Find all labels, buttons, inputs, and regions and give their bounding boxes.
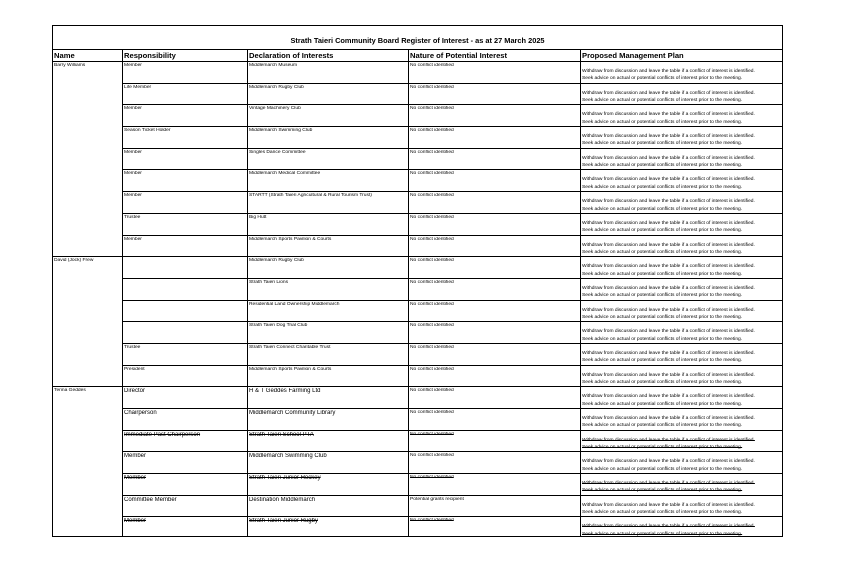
cell-nature: No conflict identified <box>410 149 454 155</box>
cell-nature: No conflict identified <box>410 388 454 394</box>
cell-nature: No conflict identified <box>410 323 454 329</box>
plan-line: Withdraw from discussion and leave the table if a conflict of interest is identified. <box>582 69 755 74</box>
cell-nature: No conflict identified <box>410 431 454 437</box>
cell-plan <box>582 68 782 83</box>
plan-line: Seek advice on actual or potential conflicts of interest prior to the meeting. <box>582 423 743 429</box>
cell-responsibility: Life Member <box>124 84 152 90</box>
cell-nature: No conflict identified <box>410 475 454 481</box>
cell-plan <box>582 415 782 430</box>
table-row <box>53 279 782 301</box>
table-row <box>53 257 782 279</box>
cell-responsibility: Member <box>124 236 142 242</box>
cell-responsibility: Trustee <box>124 344 141 350</box>
cell-plan <box>582 458 782 473</box>
cell-declaration: Destination Middlemarch <box>249 496 316 503</box>
table-row <box>53 431 782 453</box>
cell-responsibility: Director <box>124 388 146 395</box>
table-row <box>53 62 782 84</box>
plan-line: Withdraw from discussion and leave the table if a conflict of interest is identified. <box>582 329 755 335</box>
cell-nature: No conflict identified <box>410 518 454 524</box>
cell-nature: No conflict identified <box>410 344 454 350</box>
cell-nature: Potential grants recipient <box>410 496 464 502</box>
plan-line: Withdraw from discussion and leave the table if a conflict of interest is identified. <box>582 481 755 487</box>
cell-declaration: Middlemarch Swimming Club <box>249 453 327 460</box>
table-row <box>53 170 782 192</box>
plan-line: Withdraw from discussion and leave the table if a conflict of interest is identified. <box>582 502 755 508</box>
plan-line: Seek advice on actual or potential conflicts of interest prior to the meeting. <box>582 314 743 320</box>
cell-plan <box>582 90 782 105</box>
plan-line: Withdraw from discussion and leave the table if a conflict of interest is identified. <box>582 177 755 183</box>
header-declaration: Declaration of Interests <box>249 51 334 60</box>
table-row <box>53 149 782 171</box>
cell-declaration: Middlemarch Swimming Club <box>249 128 313 134</box>
cell-plan <box>582 523 782 538</box>
plan-line: Seek advice on actual or potential conflicts of interest prior to the meeting. <box>582 98 743 104</box>
cell-plan <box>582 372 782 387</box>
cell-plan <box>582 437 782 452</box>
cell-responsibility: Committee Member <box>124 496 177 503</box>
table-row <box>53 214 782 236</box>
cell-plan <box>582 350 782 365</box>
plan-line: Seek advice on actual or potential conflicts of interest prior to the meeting. <box>582 531 743 537</box>
cell-declaration: Middlemarch Rugby Club <box>249 258 304 264</box>
table-row <box>53 127 782 149</box>
plan-line: Seek advice on actual or potential conflicts of interest prior to the meeting. <box>582 249 743 255</box>
cell-name: David (Jock) Frew <box>54 258 94 264</box>
plan-line: Seek advice on actual or potential conflicts of interest prior to the meeting. <box>582 401 743 407</box>
cell-responsibility: Member <box>124 106 142 112</box>
plan-line: Withdraw from discussion and leave the table if a conflict of interest is identified. <box>582 459 755 465</box>
cell-declaration: Strath Taieri Connect Charitable Trust <box>249 344 331 350</box>
header-row <box>53 49 782 62</box>
cell-declaration: Middlemarch Sports Pavilion & Courts <box>249 366 332 372</box>
cell-plan <box>582 307 782 322</box>
cell-declaration: STARTT (Strath Taieri Agricultural & Rural Tourism Trust) <box>249 193 372 199</box>
table-row <box>53 366 782 388</box>
plan-line: Withdraw from discussion and leave the table if a conflict of interest is identified. <box>582 199 755 205</box>
cell-declaration: H & T Geddes Farming Ltd <box>249 388 321 395</box>
cell-plan <box>582 263 782 278</box>
table-row <box>53 409 782 431</box>
plan-line: Seek advice on actual or potential conflicts of interest prior to the meeting. <box>582 380 743 386</box>
header-responsibility: Responsibility <box>124 51 176 60</box>
cell-nature: No conflict identified <box>410 366 454 372</box>
cell-responsibility: Member <box>124 453 147 460</box>
plan-line: Seek advice on actual or potential conflicts of interest prior to the meeting. <box>582 466 743 472</box>
cell-plan <box>582 242 782 257</box>
plan-line: Withdraw from discussion and leave the table if a conflict of interest is identified. <box>582 90 755 96</box>
cell-plan <box>582 480 782 495</box>
plan-line: Seek advice on actual or potential conflicts of interest prior to the meeting. <box>582 336 743 342</box>
table-row <box>53 387 782 409</box>
plan-line: Withdraw from discussion and leave the table if a conflict of interest is identified. <box>582 285 755 291</box>
plan-line: Withdraw from discussion and leave the table if a conflict of interest is identified. <box>582 350 755 356</box>
cell-declaration: Residential Land Ownership Middlemarch <box>249 301 340 307</box>
table-row <box>53 322 782 344</box>
table-row <box>53 105 782 127</box>
cell-nature: No conflict identified <box>410 258 454 264</box>
plan-line: Seek advice on actual or potential conflicts of interest prior to the meeting. <box>582 510 743 516</box>
plan-line: Withdraw from discussion and leave the table if a conflict of interest is identified. <box>582 307 755 313</box>
cell-plan <box>582 155 782 170</box>
plan-line: Seek advice on actual or potential conflicts of interest prior to the meeting. <box>582 76 743 82</box>
cell-declaration: Strath Taieri Dog Trial Club <box>249 323 308 329</box>
plan-line: Seek advice on actual or potential conflicts of interest prior to the meeting. <box>582 358 743 364</box>
cell-declaration: Middlemarch Sports Pavilion & Courts <box>249 236 332 242</box>
cell-plan <box>582 285 782 300</box>
cell-responsibility: Season Ticket Holder <box>124 128 171 134</box>
cell-nature: No conflict identified <box>410 453 454 459</box>
plan-line: Seek advice on actual or potential conflicts of interest prior to the meeting. <box>582 184 743 190</box>
cell-declaration: Singles Dance Committee <box>249 149 306 155</box>
table-body <box>53 62 782 539</box>
cell-plan <box>582 198 782 213</box>
cell-plan <box>582 133 782 148</box>
cell-plan <box>582 328 782 343</box>
cell-nature: No conflict identified <box>410 193 454 199</box>
plan-line: Seek advice on actual or potential conflicts of interest prior to the meeting. <box>582 206 743 212</box>
cell-responsibility: Immediate Past Chairperson <box>124 431 201 438</box>
plan-line: Withdraw from discussion and leave the table if a conflict of interest is identified. <box>582 112 755 118</box>
plan-line: Withdraw from discussion and leave the table if a conflict of interest is identified. <box>582 134 755 140</box>
plan-line: Withdraw from discussion and leave the table if a conflict of interest is identified. <box>582 394 755 400</box>
cell-declaration: Middlemarch Rugby Club <box>249 84 304 90</box>
document-title: Strath Taieri Community Board Register of Interest - as at 27 March 2025 <box>290 36 545 45</box>
cell-nature: No conflict identified <box>410 84 454 90</box>
cell-declaration: Big Hutt <box>249 214 267 220</box>
cell-nature: No conflict identified <box>410 214 454 220</box>
cell-nature: No conflict identified <box>410 410 454 415</box>
cell-responsibility: Member <box>124 193 142 199</box>
cell-plan <box>582 111 782 126</box>
cell-declaration: Strath Taieri Junior Rugby <box>249 518 318 525</box>
cell-responsibility: Trustee <box>124 214 141 220</box>
table-row <box>53 301 782 323</box>
table-row <box>53 452 782 474</box>
cell-nature: No conflict identified <box>410 279 454 285</box>
cell-declaration: Middlemarch Community Library <box>249 410 336 416</box>
cell-nature: No conflict identified <box>410 63 454 68</box>
plan-line: Seek advice on actual or potential conflicts of interest prior to the meeting. <box>582 119 743 125</box>
cell-nature: No conflict identified <box>410 236 454 242</box>
cell-name: Terina Geddes <box>54 388 86 394</box>
cell-nature: No conflict identified <box>410 301 454 307</box>
table-row <box>53 474 782 496</box>
plan-line: Withdraw from discussion and leave the table if a conflict of interest is identified. <box>582 155 755 161</box>
cell-responsibility: Member <box>124 518 147 525</box>
cell-name: Barry Williams <box>54 63 86 68</box>
cell-declaration: Middlemarch Medical Committee <box>249 171 321 177</box>
plan-line: Seek advice on actual or potential conflicts of interest prior to the meeting. <box>582 445 743 451</box>
cell-plan <box>582 176 782 191</box>
header-nature: Nature of Potential Interest <box>410 51 508 60</box>
header-name: Name <box>54 51 75 60</box>
cell-plan <box>582 393 782 408</box>
table-row <box>53 496 782 518</box>
cell-declaration: Strath Taieri Lions <box>249 279 289 285</box>
plan-line: Withdraw from discussion and leave the table if a conflict of interest is identified. <box>582 437 755 443</box>
plan-line: Withdraw from discussion and leave the table if a conflict of interest is identified. <box>582 372 755 378</box>
plan-line: Withdraw from discussion and leave the table if a conflict of interest is identified. <box>582 524 755 530</box>
header-plan: Proposed Management Plan <box>582 51 684 60</box>
cell-nature: No conflict identified <box>410 128 454 134</box>
plan-line: Withdraw from discussion and leave the table if a conflict of interest is identified. <box>582 242 755 248</box>
cell-responsibility: Member <box>124 475 147 482</box>
cell-plan <box>582 502 782 517</box>
table-row <box>53 517 782 539</box>
cell-nature: No conflict identified <box>410 171 454 177</box>
plan-line: Seek advice on actual or potential conflicts of interest prior to the meeting. <box>582 293 743 299</box>
plan-line: Seek advice on actual or potential conflicts of interest prior to the meeting. <box>582 271 743 277</box>
plan-line: Seek advice on actual or potential conflicts of interest prior to the meeting. <box>582 141 743 147</box>
table-row <box>53 192 782 214</box>
plan-line: Seek advice on actual or potential conflicts of interest prior to the meeting. <box>582 163 743 169</box>
plan-line: Withdraw from discussion and leave the table if a conflict of interest is identified. <box>582 264 755 270</box>
table-row <box>53 344 782 366</box>
cell-nature: No conflict identified <box>410 106 454 112</box>
plan-line: Withdraw from discussion and leave the table if a conflict of interest is identified. <box>582 416 755 421</box>
register-table <box>52 25 783 537</box>
cell-responsibility: Member <box>124 63 142 68</box>
cell-declaration: Strath Taieri School PTA <box>249 431 314 438</box>
cell-declaration: Vintage Machinery Club <box>249 106 301 112</box>
table-row <box>53 236 782 258</box>
plan-line: Withdraw from discussion and leave the table if a conflict of interest is identified. <box>582 220 755 226</box>
cell-responsibility: Chairperson <box>124 410 157 416</box>
table-row <box>53 84 782 106</box>
cell-responsibility: President <box>124 366 145 372</box>
cell-responsibility: Member <box>124 149 142 155</box>
cell-plan <box>582 220 782 235</box>
cell-declaration: Strath Taieri Junior Hockey <box>249 475 321 482</box>
cell-declaration: Middlemarch Museum <box>249 63 298 68</box>
cell-responsibility: Member <box>124 171 142 177</box>
plan-line: Seek advice on actual or potential conflicts of interest prior to the meeting. <box>582 228 743 234</box>
plan-line: Seek advice on actual or potential conflicts of interest prior to the meeting. <box>582 488 743 494</box>
